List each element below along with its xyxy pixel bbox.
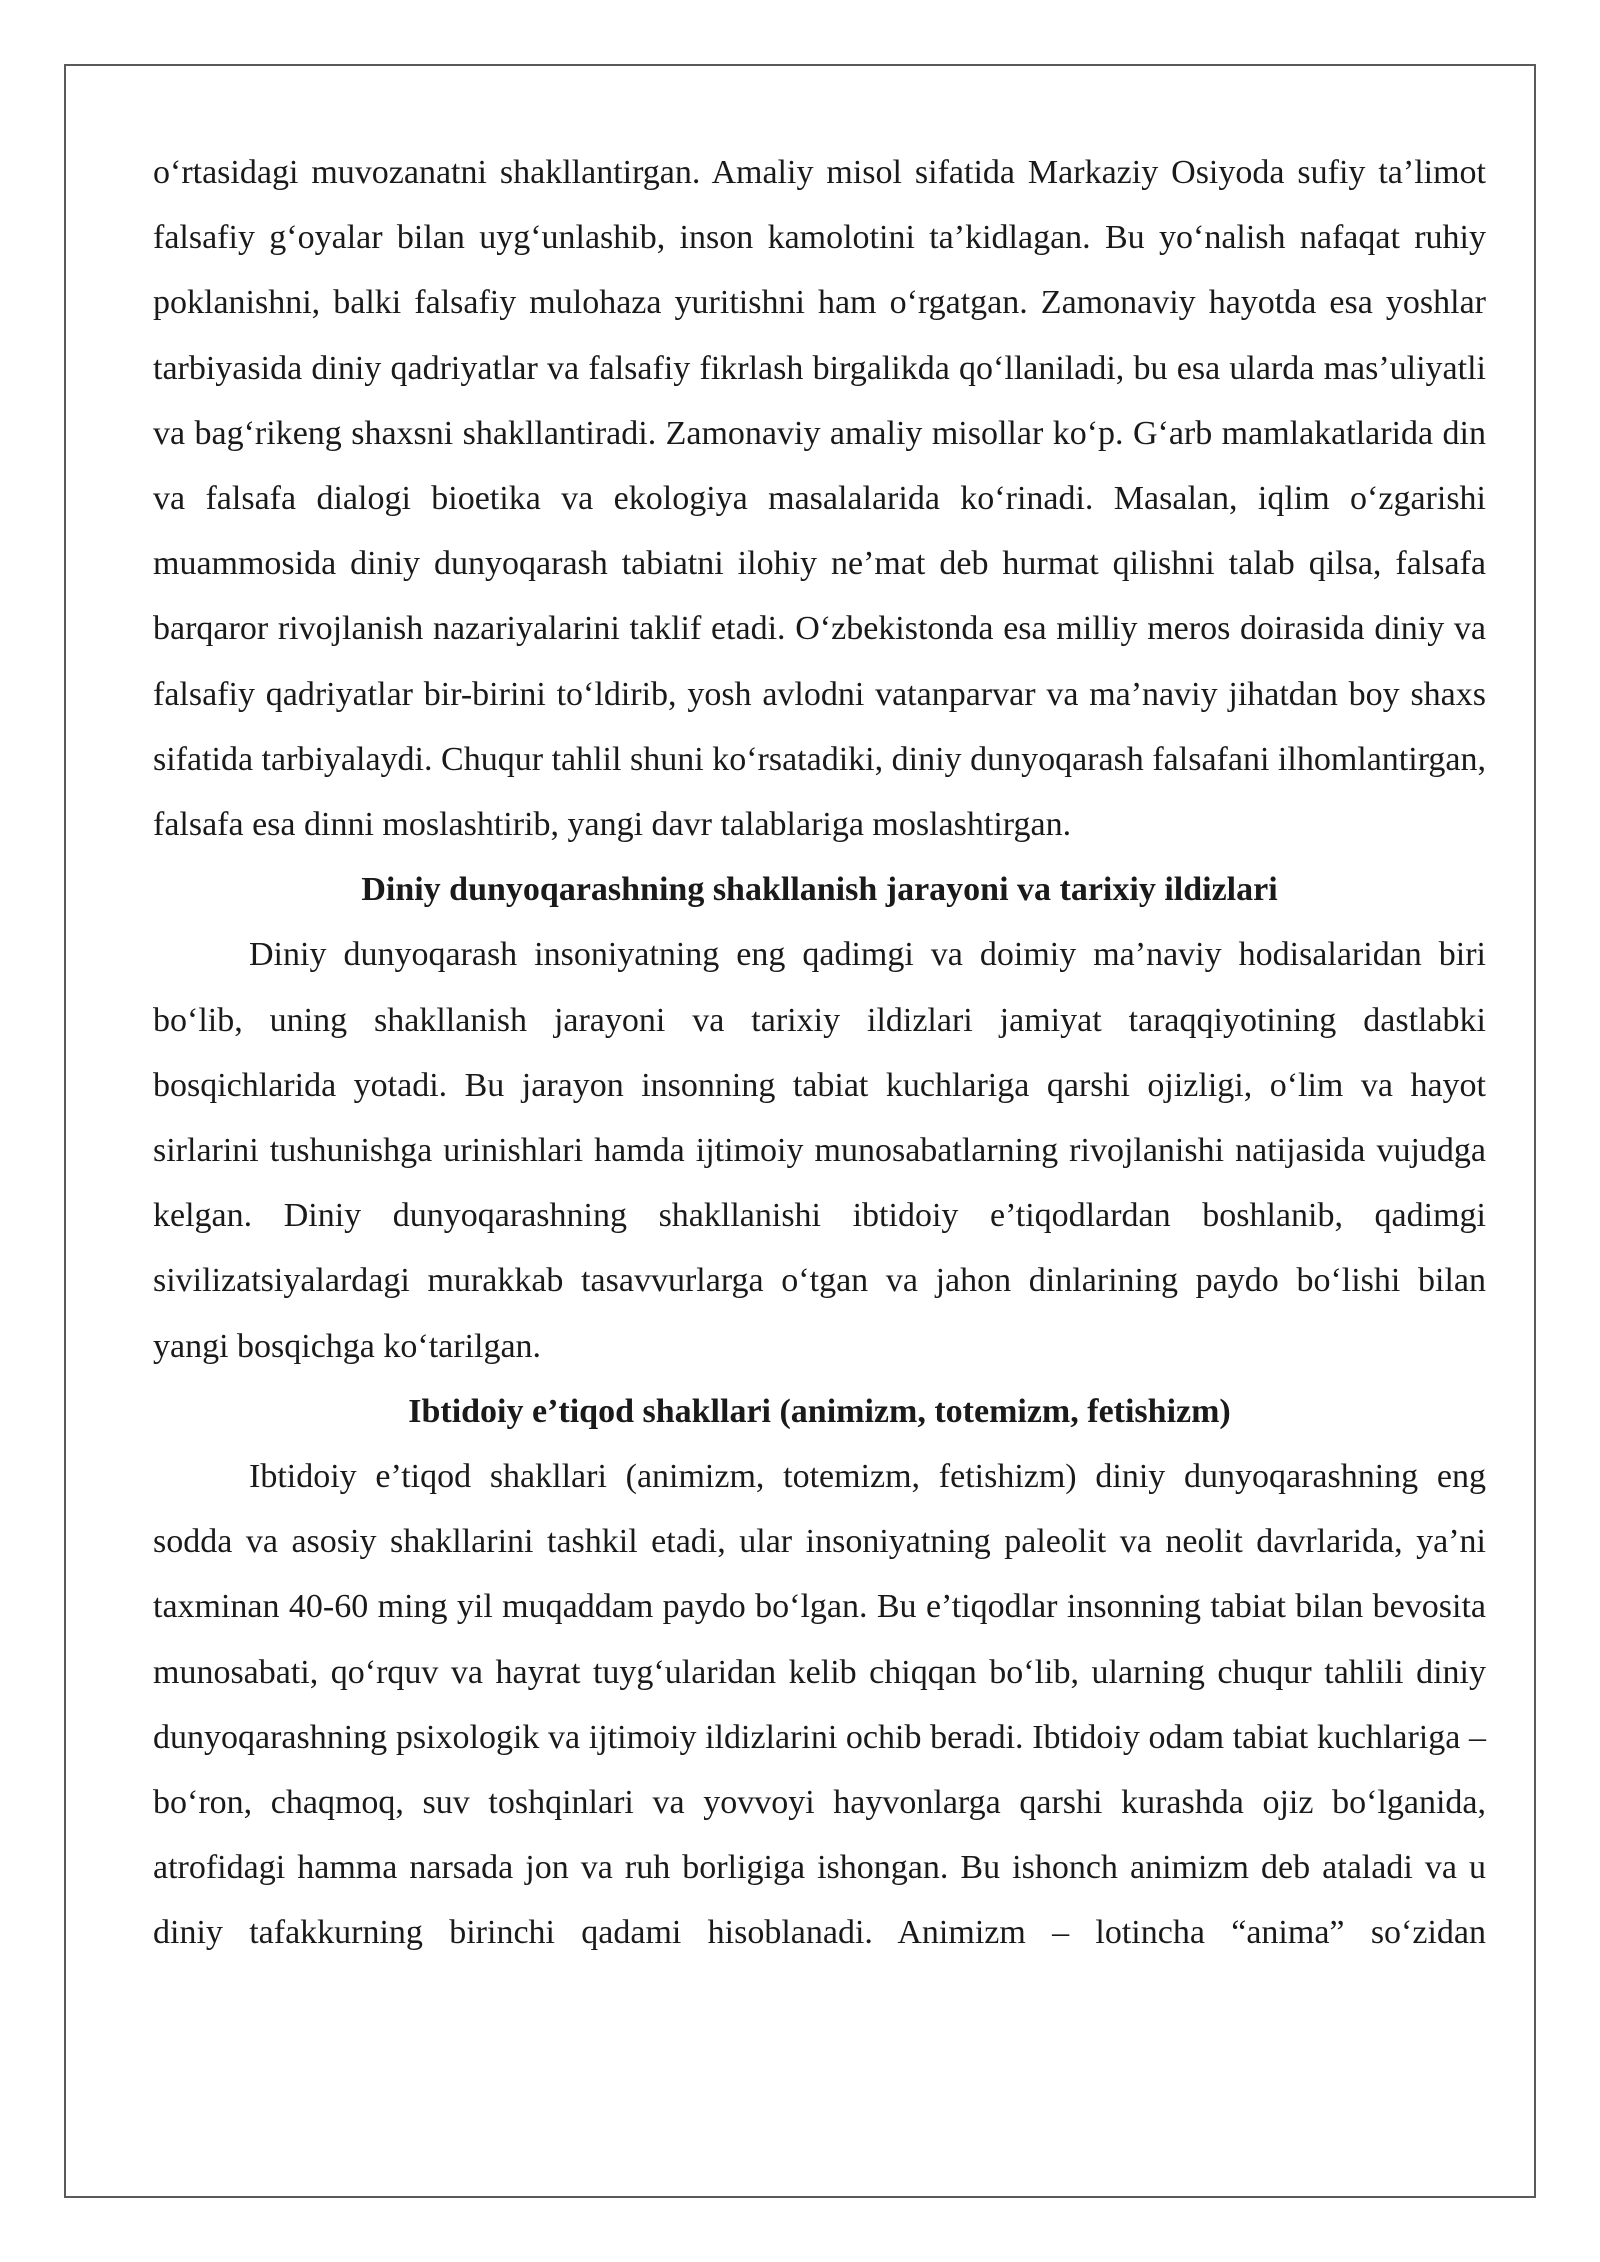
paragraph-intro-continuation: o‘rtasidagi muvozanatni shakllantirgan. Amaliy misol sifatida Markaziy Osiyoda sufiy ta’limot falsafiy g‘oyalar bilan uyg‘unlashib, inson kamolotini ta’kidlagan. Bu yo‘nalish nafaqat ruhiy poklanishni, balki falsafiy mulohaza yuritishni ham o‘rgatgan. Zamonaviy hayotda esa yoshlar tarbiyasida diniy qadriyatlar va falsafiy fikrlash birgalikda qo‘llaniladi, bu esa ularda mas’uliyatli va bag‘rikeng shaxsni shakllantiradi. Zamonaviy amaliy misollar ko‘p. G‘arb mamlakatlarida din va falsafa dialogi bioetika va ekologiya masalalarida ko‘rinadi. Masalan, iqlim o‘zgarishi muammosida diniy dunyoqarash tabiatni ilohiy ne’mat deb hurmat qilishni talab qilsa, falsafa barqaror rivojlanish nazariyalarini taklif etadi. O‘zbekistonda esa milliy meros doirasida diniy va falsafiy qadriyatlar bir-birini to‘ldirib, yosh avlodni vatanparvar va ma’naviy jihatdan boy shaxs sifatida tarbiyalaydi. Chuqur tahlil shuni ko‘rsatadiki, diniy dunyoqarash falsafani ilhomlantirgan, falsafa esa dinni moslashtirib, yangi davr talablariga moslashtirgan. [153,154,1486,844]
document-body [153,140,1486,1966]
paragraph-formation: Diniy dunyoqarash insoniyatning eng qadimgi va doimiy ma’naviy hodisalaridan biri bo‘lib, uning shakllanish jarayoni va tarixiy ildizlari jamiyat taraqqiyotining dastlabki bosqichlarida yotadi. Bu jarayon insonning tabiat kuchlariga qarshi ojizligi, o‘lim va hayot sirlarini tushunishga urinishlari hamda ijtimoiy munosabatlarning rivojlanishi natijasida vujudga kelgan. Diniy dunyoqarashning shakllanishi ibtidoiy e’tiqodlardan boshlanib, qadimgi sivilizatsiyalardagi murakkab tasavvurlarga o‘tgan va jahon dinlarining paydo bo‘lishi bilan yangi bosqichga ko‘tarilgan. [153,936,1486,1365]
section-heading-primitive-beliefs: Ibtidoiy e’tiqod shakllari (animizm, totemizm, fetishizm) [408,1392,1231,1430]
paragraph-primitive-beliefs: Ibtidoiy e’tiqod shakllari (animizm, totemizm, fetishizm) diniy dunyoqarashning eng sodda va asosiy shakllarini tashkil etadi, ular insoniyatning paleolit va neolit davrlarida, ya’ni taxminan 40-60 ming yil muqaddam paydo bo‘lgan. Bu e’tiqodlar insonning tabiat bilan bevosita munosabati, qo‘rquv va hayrat tuyg‘ularidan kelib chiqqan bo‘lib, ularning chuqur tahlili diniy dunyoqarashning psixologik va ijtimoiy ildizlarini ochib beradi. Ibtidoiy odam tabiat kuchlariga – bo‘ron, chaqmoq, suv toshqinlari va yovvoyi hayvonlarga qarshi kurashda ojiz bo‘lganida, atrofidagi hamma narsada jon va ruh borligiga ishongan. Bu ishonch animizm deb ataladi va u diniy tafakkurning birinchi qadami hisoblanadi. Animizm – lotincha “anima” so‘zidan [153,1458,1486,1952]
section-heading-formation: Diniy dunyoqarashning shakllanish jarayoni va tarixiy ildizlari [361,871,1278,909]
